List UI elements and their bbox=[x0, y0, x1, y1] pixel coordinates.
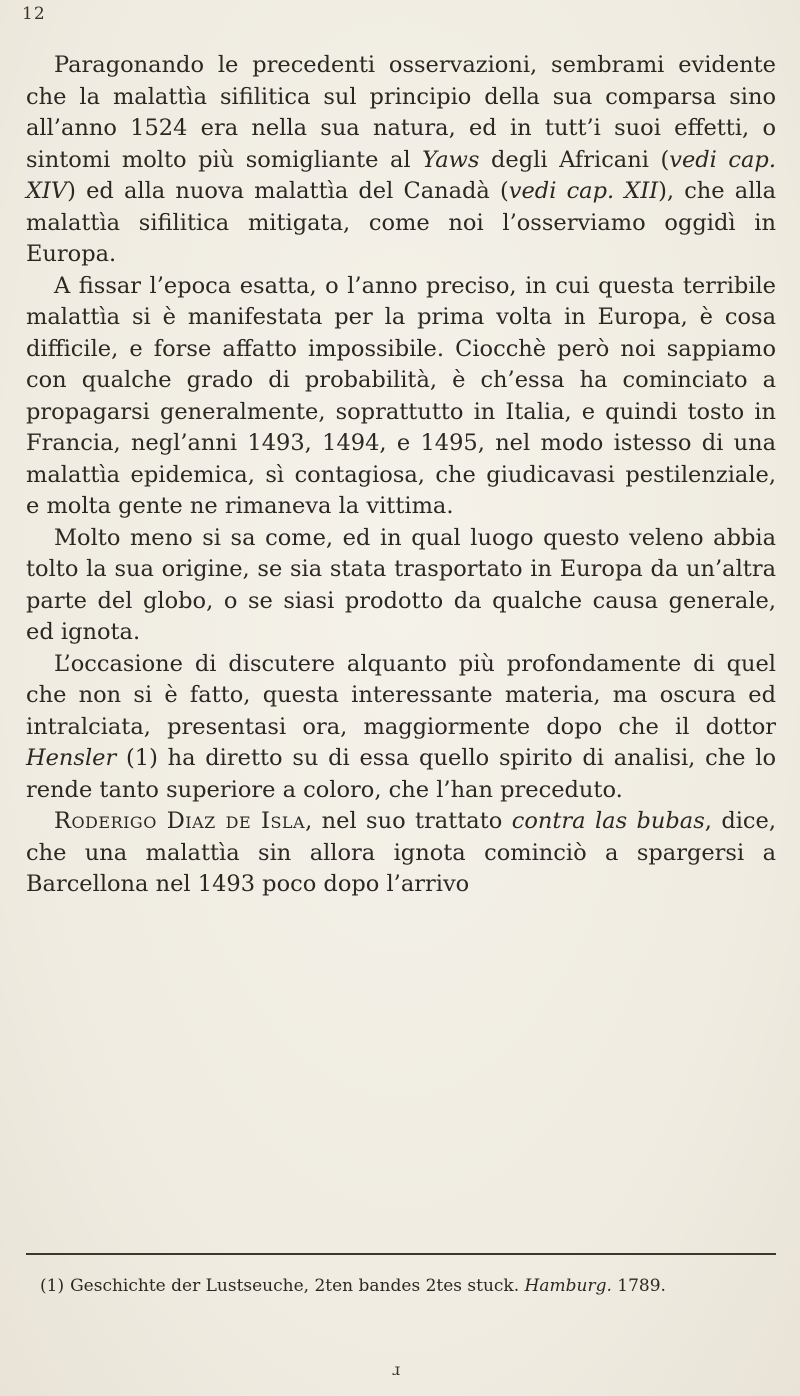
text-run: , dice, che una malattìa sin allora ignota cominciò a spargersi a Barcellona nel 1493 poco dopo l’arrivo bbox=[26, 808, 776, 897]
italic-text: Hensler bbox=[26, 745, 117, 771]
text-run: , nel suo trattato bbox=[305, 808, 512, 834]
signature-mark: ɹ bbox=[392, 1360, 401, 1379]
italic-text: vedi cap. XIV bbox=[26, 146, 776, 204]
paragraph bbox=[26, 806, 776, 901]
text-run: (1) ha diretto su di essa quello spirito di analisi, che lo rende tanto superiore a coloro, che l’han preceduto. bbox=[26, 745, 776, 803]
footnote-text bbox=[70, 1276, 666, 1296]
paragraph bbox=[26, 271, 776, 523]
paragraph bbox=[26, 523, 776, 649]
text-run: 1789. bbox=[611, 1276, 666, 1296]
footnote-mark: (1) bbox=[40, 1276, 65, 1296]
text-run: Molto meno si sa come, ed in qual luogo questo veleno abbia tolto la sua origine, se sia stata trasportato in Europa da un’altra parte del globo, o se siasi prodotto da qualche causa generale, ed ignota. bbox=[26, 524, 776, 645]
text-run: ) ed alla nuova malattìa del Canadà ( bbox=[67, 178, 509, 204]
paragraph bbox=[26, 649, 776, 807]
text-run: L’occasione di discutere alquanto più profondamente di quel che non si è fatto, questa interessante materia, ma oscura ed intralciata, presentasi ora, maggiormente dopo che il dottor bbox=[26, 650, 776, 740]
italic-text: vedi cap. XII bbox=[508, 178, 659, 204]
italic-text: contra las bubas bbox=[511, 808, 705, 834]
italic-text: Yaws bbox=[422, 146, 480, 173]
text-run: A fissar l’epoca esatta, o l’anno preciso, in cui questa terribile malattìa si è manifestata per la prima volta in Europa, è cosa difficile, e forse affatto impossibile. Ciocchè però noi sappiamo con qualche grado di probabilità, è ch’essa ha cominciato a propagarsi generalmente, soprattutto in Italia, e quindi tosto in Francia, negl’anni 1493, 1494, e 1495, nel modo istesso di una malattìa epidemica, sì contagiosa, che giudicavasi pestilenziale, e molta gente ne rimaneva la vittima. bbox=[26, 272, 776, 519]
page-number: 12 bbox=[22, 4, 46, 24]
text-run: ), che alla malattìa sifilitica mitigata, come noi l’osserviamo oggidì in Europa. bbox=[26, 178, 776, 267]
text-run: degli Africani ( bbox=[479, 146, 670, 173]
footnote bbox=[40, 1272, 775, 1300]
paragraph bbox=[26, 50, 776, 271]
body-text bbox=[26, 50, 776, 901]
footnote-rule bbox=[26, 1253, 776, 1255]
italic-text: Hamburg. bbox=[524, 1276, 612, 1296]
text-run: Geschichte der Lustseuche, 2ten bandes 2tes stuck. bbox=[70, 1276, 525, 1296]
smallcaps-name: Roderigo Diaz de Isla bbox=[54, 808, 306, 834]
text-run: Paragonando le precedenti osservazioni, sembrami evidente che la malattìa sifilitica sul principio della sua comparsa sino all’anno 1524 era nella sua natura, ed in tutt’i suoi effetti, o sintomi molto più somigliante al bbox=[26, 52, 776, 173]
